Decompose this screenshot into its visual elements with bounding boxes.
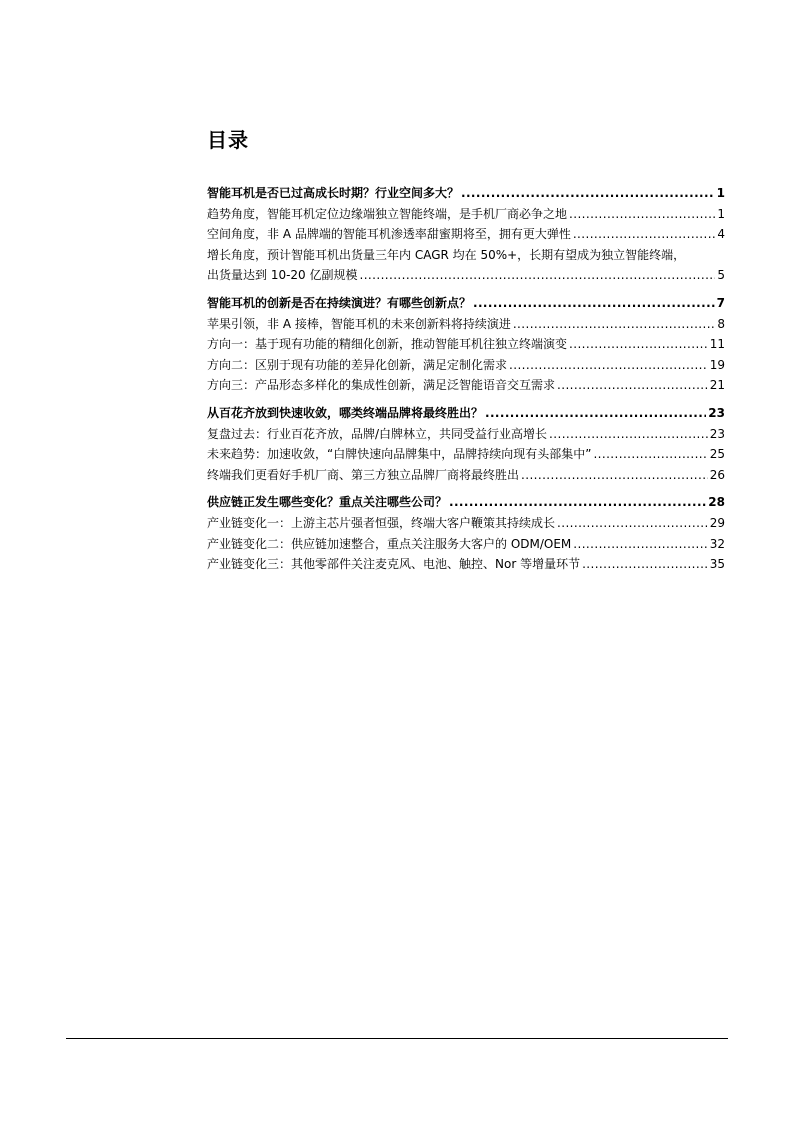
toc-heading[interactable] — [207, 293, 725, 314]
dot-leader — [582, 554, 708, 575]
dot-leader — [485, 403, 706, 424]
toc-entry-text: 方向一：基于现有功能的精细化创新，推动智能耳机往独立终端演变 — [207, 337, 568, 352]
toc-page-number: 1 — [716, 186, 725, 200]
dot-leader — [473, 293, 715, 314]
dot-leader — [593, 444, 707, 465]
dot-leader — [360, 265, 716, 286]
toc-entry-text: 复盘过去：行业百花齐放，品牌/白牌林立，共同受益行业高增长 — [207, 426, 548, 441]
dot-leader — [449, 492, 706, 513]
dot-leader — [557, 375, 708, 396]
toc-entry[interactable] — [207, 534, 725, 555]
table-of-contents — [207, 183, 725, 582]
toc-page-number: 23 — [709, 426, 725, 441]
toc-entry[interactable] — [207, 513, 725, 534]
dot-leader — [569, 334, 708, 355]
toc-entry[interactable] — [207, 554, 725, 575]
page-title: 目录 — [207, 128, 249, 152]
toc-heading-text: 从百花齐放到快速收敛，哪类终端品牌将最终胜出？ — [207, 405, 484, 420]
toc-heading[interactable] — [207, 183, 725, 204]
dot-leader — [557, 513, 708, 534]
toc-entry[interactable] — [207, 424, 725, 445]
toc-entry[interactable] — [207, 204, 725, 225]
toc-heading-text: 供应链正发生哪些变化？重点关注哪些公司？ — [207, 495, 448, 510]
toc-entry-text: 产业链变化二：供应链加速整合，重点关注服务大客户的 ODM/OEM — [207, 536, 572, 551]
toc-page-number: 5 — [717, 268, 725, 283]
toc-heading-text: 智能耳机是否已过高成长时期？行业空间多大？ — [207, 186, 460, 200]
toc-entry[interactable] — [207, 375, 725, 396]
toc-entry-text: 方向三：产品形态多样化的集成性创新，满足泛智能语音交互需求 — [207, 378, 556, 393]
toc-entry-text: 苹果引领，非 A 接棒，智能耳机的未来创新料将持续演进 — [207, 316, 511, 331]
dot-leader — [569, 204, 715, 225]
toc-page-number: 26 — [709, 467, 725, 482]
toc-section-3 — [207, 403, 725, 485]
toc-entry-text: 方向二：区别于现有功能的差异化创新，满足定制化需求 — [207, 357, 508, 372]
toc-page-number: 25 — [709, 447, 725, 462]
dot-leader — [461, 183, 715, 204]
toc-entry[interactable] — [207, 224, 725, 245]
dot-leader — [513, 314, 716, 335]
toc-section-2 — [207, 293, 725, 396]
toc-heading-text: 智能耳机的创新是否在持续演进？有哪些创新点？ — [207, 295, 472, 310]
toc-entry-first-line[interactable]: 增长角度，预计智能耳机出货量三年内 CAGR 均在 50%+，长期有望成为独立智能终端， — [207, 247, 686, 262]
toc-page-number: 7 — [716, 295, 725, 310]
dot-leader — [573, 534, 707, 555]
toc-section-4 — [207, 492, 725, 574]
toc-page-number: 19 — [709, 357, 725, 372]
toc-entry-text: 空间角度，非 A 品牌端的智能耳机渗透率甜蜜期将至，拥有更大弹性 — [207, 227, 571, 242]
toc-heading[interactable] — [207, 492, 725, 513]
toc-page-number: 23 — [708, 405, 725, 420]
toc-entry-text: 趋势角度，智能耳机定位边缘端独立智能终端，是手机厂商必争之地 — [207, 206, 568, 221]
dot-leader — [509, 355, 708, 376]
toc-entry[interactable] — [207, 465, 725, 486]
toc-entry-text: 终端我们更看好手机厂商、第三方独立品牌厂商将最终胜出 — [207, 467, 520, 482]
toc-entry-text: 产业链变化三：其他零部件关注麦克风、电池、触控、Nor 等增量环节 — [207, 557, 581, 572]
toc-page-number: 8 — [717, 316, 725, 331]
toc-page-number: 32 — [709, 536, 725, 551]
toc-entry-text: 未来趋势：加速收敛，“白牌快速向品牌集中，品牌持续向现有头部集中” — [207, 447, 592, 462]
toc-page-number: 11 — [709, 337, 725, 352]
dot-leader — [573, 224, 716, 245]
toc-entry[interactable] — [207, 314, 725, 335]
toc-entry[interactable] — [207, 265, 725, 286]
toc-page-number: 21 — [709, 378, 725, 393]
toc-entry[interactable] — [207, 334, 725, 355]
toc-page-number: 28 — [708, 495, 725, 510]
toc-entry-text: 出货量达到 10-20 亿副规模 — [207, 268, 358, 283]
dot-leader — [521, 465, 708, 486]
toc-entry[interactable] — [207, 355, 725, 376]
toc-heading[interactable] — [207, 403, 725, 424]
toc-section-1 — [207, 183, 725, 286]
toc-entry-text: 产业链变化一：上游主芯片强者恒强，终端大客户鞭策其持续成长 — [207, 515, 556, 530]
toc-page-number: 35 — [709, 557, 725, 572]
dot-leader — [549, 424, 708, 445]
footer-divider — [66, 1038, 728, 1039]
toc-page-number: 4 — [717, 227, 725, 242]
toc-page-number: 1 — [717, 206, 725, 221]
toc-page-number: 29 — [709, 515, 725, 530]
toc-entry[interactable] — [207, 444, 725, 465]
